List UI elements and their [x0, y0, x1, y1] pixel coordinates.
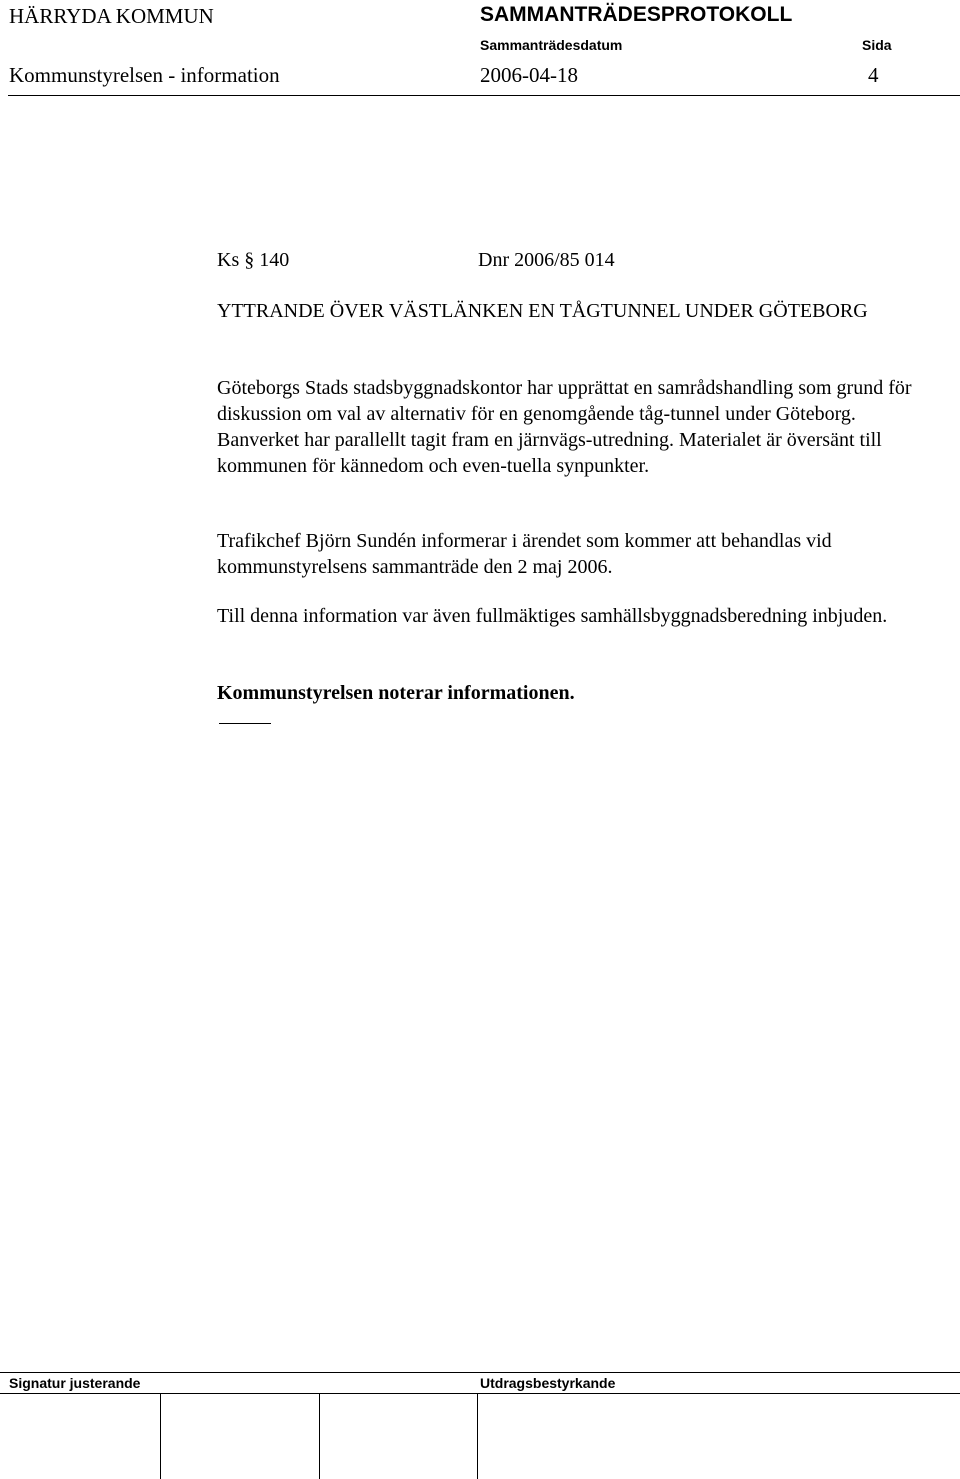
decision-text: Kommunstyrelsen noterar informationen. [217, 682, 575, 704]
document-type: SAMMANTRÄDESPROTOKOLL [480, 3, 793, 26]
item-title: YTTRANDE ÖVER VÄSTLÄNKEN EN TÅGTUNNEL UNDER GÖTEBORG [217, 300, 868, 322]
footer-divider [0, 1372, 960, 1373]
ks-reference: Ks § 140 [217, 249, 290, 271]
signature-box-divider [319, 1393, 320, 1479]
body-name: Kommunstyrelsen - information [9, 63, 280, 87]
certification-label: Utdragsbestyrkande [480, 1375, 616, 1391]
signature-box-divider [160, 1393, 161, 1479]
dnr-reference: Dnr 2006/85 014 [478, 249, 615, 271]
signature-box-divider [477, 1393, 478, 1479]
footer-divider-lower [0, 1393, 960, 1394]
meeting-date-label: Sammanträdesdatum [480, 37, 623, 53]
paragraph: Trafikchef Björn Sundén informerar i ärendet som kommer att behandlas vid kommunstyrelsens sammanträde den 2 maj 2006. [217, 530, 832, 578]
page-label: Sida [862, 37, 892, 53]
end-of-item-rule [219, 723, 271, 724]
paragraph: Göteborgs Stads stadsbyggnadskontor har upprättat en samrådshandling som grund för diskussion om val av alternativ för en genomgående tåg-tunnel under Göteborg. Banverket har parallellt tagit fram en järnvägs-utredning. Materialet är översänt till kommunen för kännedom och even-tuella synpunkter. [217, 377, 912, 477]
page-number: 4 [868, 63, 879, 87]
signature-label: Signatur justerande [9, 1375, 141, 1391]
municipality-name: HÄRRYDA KOMMUN [9, 4, 214, 28]
paragraph: Till denna information var även fullmäktiges samhällsbyggnadsberedning inbjuden. [217, 605, 888, 627]
meeting-date: 2006-04-18 [480, 63, 578, 87]
header-divider [8, 95, 960, 96]
